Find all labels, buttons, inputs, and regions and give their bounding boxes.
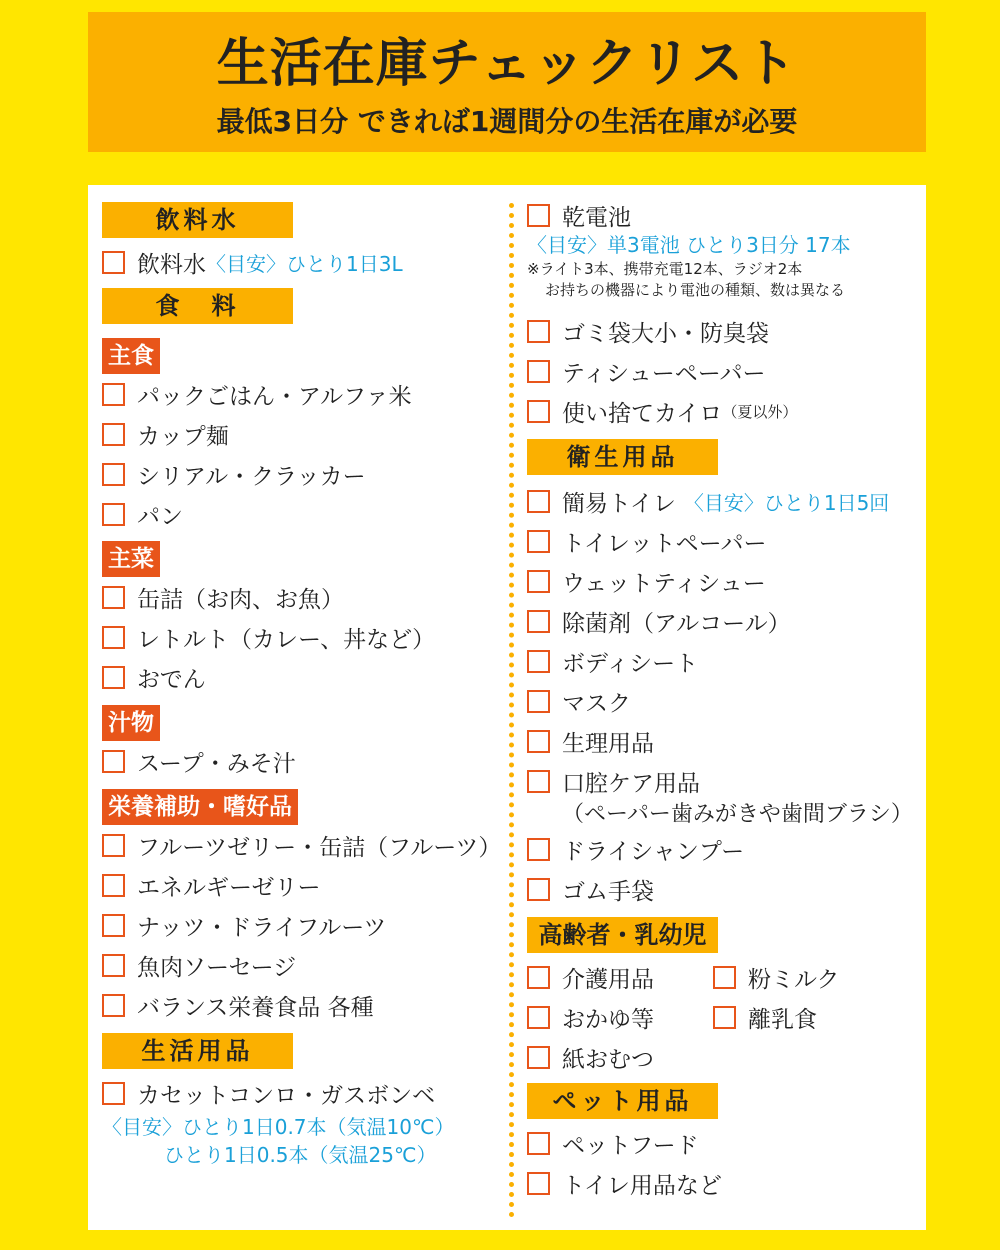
guideline-note: 〈目安〉単3電池 ひとり3日分 17本 (527, 233, 851, 257)
checkbox[interactable] (102, 954, 125, 977)
checklist-item[interactable]: ボディシート (527, 641, 922, 681)
subsection-staple (102, 338, 502, 534)
checkbox[interactable] (102, 874, 125, 897)
checklist-item[interactable]: ウェットティシュー (527, 561, 922, 601)
checklist-item[interactable]: エネルギーゼリー (102, 865, 502, 905)
checkbox[interactable] (527, 966, 550, 989)
checklist-item[interactable]: 乾電池 (527, 195, 922, 235)
checklist-item[interactable]: マスク (527, 681, 922, 721)
checklist-item[interactable]: 缶詰（お肉、お魚） (102, 577, 502, 617)
checklist-item[interactable]: トイレ用品など (527, 1163, 922, 1203)
checklist-item[interactable]: カップ麺 (102, 414, 502, 454)
checklist-card (88, 185, 926, 1230)
item-list (527, 311, 922, 391)
checklist-item[interactable]: 飲料水 〈目安〉ひとり1日3L (102, 242, 502, 282)
item-list (102, 741, 502, 781)
section-title-hygiene: 衛生用品 (527, 439, 718, 475)
guideline-note: ひとり1日0.5本（気温25℃） (164, 1143, 437, 1167)
checklist-item[interactable]: 簡易トイレ 〈目安〉ひとり1日5回 (527, 481, 922, 521)
checklist-item[interactable]: 紙おむつ (527, 1037, 922, 1077)
checkbox[interactable] (102, 383, 125, 406)
item-list (102, 374, 502, 534)
checkbox[interactable] (102, 666, 125, 689)
checkbox[interactable] (713, 966, 736, 989)
item-list (527, 829, 922, 909)
checkbox[interactable] (102, 423, 125, 446)
checklist-item[interactable]: パックごはん・アルファ米 (102, 374, 502, 414)
checkbox[interactable] (527, 650, 550, 673)
checkbox[interactable] (527, 770, 550, 793)
section-title-daily: 生活用品 (102, 1033, 293, 1069)
item-list (527, 521, 922, 761)
guideline-note: 〈目安〉ひとり1日0.7本（気温10℃） (102, 1115, 455, 1139)
checkbox[interactable] (527, 610, 550, 633)
checkbox[interactable] (527, 1172, 550, 1195)
section-title-food: 食 料 (102, 288, 293, 324)
checklist-item[interactable]: パン (102, 494, 502, 534)
checkbox[interactable] (527, 1006, 550, 1029)
checkbox[interactable] (527, 1046, 550, 1069)
subsection-main-dish (102, 541, 502, 697)
checklist-item[interactable]: 介護用品 (527, 957, 713, 997)
checklist-item[interactable]: シリアル・クラッカー (102, 454, 502, 494)
checkbox[interactable] (527, 570, 550, 593)
section-title-elderly: 高齢者・乳幼児 (527, 917, 718, 953)
checkbox[interactable] (102, 586, 125, 609)
checkbox[interactable] (102, 750, 125, 773)
right-column (527, 185, 922, 1203)
small-note: お持ちの機器により電池の種類、数は異なる (545, 281, 846, 299)
section-title-water: 飲料水 (102, 202, 293, 238)
item-grid (527, 957, 922, 1037)
checkbox[interactable] (527, 400, 550, 423)
checkbox[interactable] (102, 1082, 125, 1105)
checklist-item[interactable]: 生理用品 (527, 721, 922, 761)
left-column (102, 185, 502, 1169)
checklist-item[interactable]: バランス栄養食品 各種 (102, 985, 502, 1025)
checkbox[interactable] (102, 463, 125, 486)
subsection-title: 汁物 (102, 705, 160, 741)
page-title: 生活在庫チェックリスト (216, 34, 798, 94)
checklist-item[interactable]: 使い捨てカイロ （夏以外） (527, 391, 922, 431)
item-list (102, 825, 502, 1025)
checkbox[interactable] (102, 834, 125, 857)
item-list (102, 577, 502, 697)
checklist-item[interactable]: 粉ミルク (713, 957, 893, 997)
guideline-note: 〈目安〉ひとり1日5回 (683, 490, 890, 515)
checkbox[interactable] (527, 690, 550, 713)
guideline-note: 〈目安〉ひとり1日3L (206, 251, 403, 276)
checkbox[interactable] (527, 878, 550, 901)
checkbox[interactable] (527, 838, 550, 861)
item-list (527, 1123, 922, 1203)
subsection-title: 栄養補助・嗜好品 (102, 789, 298, 825)
checklist-item[interactable]: ゴミ袋大小・防臭袋 (527, 311, 922, 351)
checklist-item[interactable]: ゴム手袋 (527, 869, 922, 909)
section-title-pet: ペット用品 (527, 1083, 718, 1119)
item-detail: （ペーパー歯みがきや歯間ブラシ） (562, 802, 913, 827)
checklist-item[interactable]: おかゆ等 (527, 997, 713, 1037)
checklist-item[interactable]: 口腔ケア用品 (527, 761, 922, 801)
checkbox[interactable] (102, 251, 125, 274)
small-note: ※ライト3本、携帯充電12本、ラジオ2本 (527, 260, 803, 278)
checklist-item[interactable]: フルーツゼリー・缶詰（フルーツ） (102, 825, 502, 865)
checklist-item[interactable]: カセットコンロ・ガスボンベ (102, 1073, 502, 1113)
subsection-nutrition (102, 789, 502, 1025)
checkbox[interactable] (527, 1132, 550, 1155)
checkbox[interactable] (102, 503, 125, 526)
subsection-soup (102, 705, 502, 781)
page-subtitle: 最低3日分 できれば1週間分の生活在庫が必要 (216, 105, 798, 138)
checklist-item[interactable]: 離乳食 (713, 997, 893, 1037)
checklist-item[interactable]: ドライシャンプー (527, 829, 922, 869)
subsection-title: 主菜 (102, 541, 160, 577)
checkbox[interactable] (527, 320, 550, 343)
checkbox[interactable] (527, 530, 550, 553)
checklist-item[interactable]: ナッツ・ドライフルーツ (102, 905, 502, 945)
checklist-item[interactable]: ペットフード (527, 1123, 922, 1163)
checkbox[interactable] (527, 490, 550, 513)
subsection-title: 主食 (102, 338, 160, 374)
checkbox[interactable] (527, 360, 550, 383)
checkbox[interactable] (102, 626, 125, 649)
checklist-item[interactable]: トイレットペーパー (527, 521, 922, 561)
checklist-item[interactable]: 除菌剤（アルコール） (527, 601, 922, 641)
header-banner (88, 12, 926, 152)
column-divider (509, 203, 514, 1218)
checklist-item[interactable]: レトルト（カレー、丼など） (102, 617, 502, 657)
checkbox[interactable] (102, 914, 125, 937)
checklist-item[interactable]: おでん (102, 657, 502, 697)
checkbox[interactable] (527, 730, 550, 753)
checklist-item[interactable]: スープ・みそ汁 (102, 741, 502, 781)
checklist-item[interactable]: 魚肉ソーセージ (102, 945, 502, 985)
checklist-item[interactable]: ティシューペーパー (527, 351, 922, 391)
checkbox[interactable] (713, 1006, 736, 1029)
checkbox[interactable] (527, 204, 550, 227)
checkbox[interactable] (102, 994, 125, 1017)
